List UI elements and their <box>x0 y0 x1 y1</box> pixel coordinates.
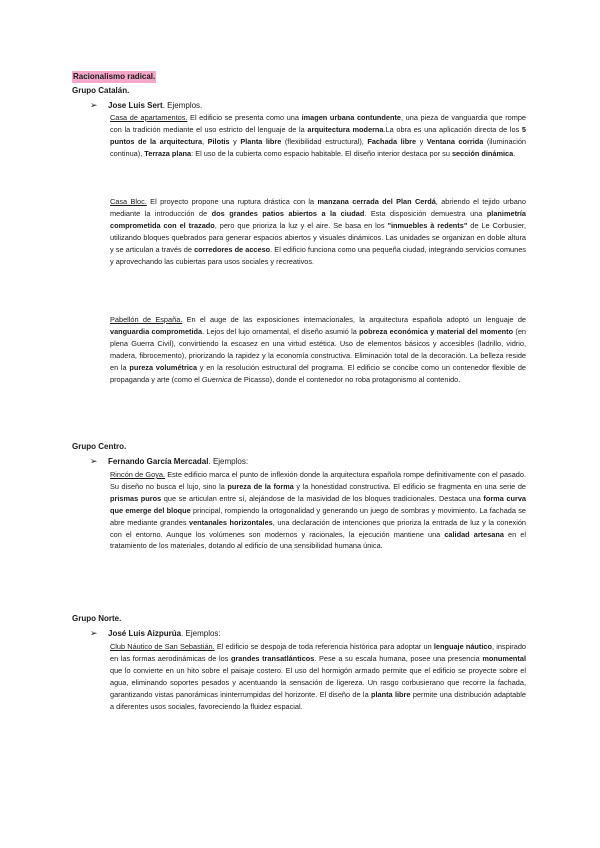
bold-term: pobreza económica y material del momento <box>359 326 514 336</box>
text-run: , inspirado en las formas aerodinámicas de los <box>110 642 527 663</box>
bold-term: Pilotis <box>207 136 230 146</box>
text-run: . Lejos del lujo ornamental, el diseño asumió la <box>202 326 360 336</box>
bold-term: arquitectura moderna <box>307 124 384 134</box>
text-run: en el tratamiento de los materiales, dotando al edificio de una sensibilidad humana única. <box>110 529 526 551</box>
text-run: . <box>513 148 516 158</box>
group-heading-centro: Grupo Centro. <box>72 442 127 451</box>
bold-term: 5 puntos de la arquitectura <box>110 124 526 146</box>
arrow-bullet-icon: ➢ <box>90 456 98 466</box>
bold-term: "inmuebles à redents" <box>387 220 468 230</box>
text-run: , <box>202 136 208 146</box>
work-paragraph <box>110 196 526 267</box>
bold-term: corredores de acceso <box>194 244 271 254</box>
author-bullet-sert: ➢ Jose Luis Sert. Ejemplos. <box>90 100 203 110</box>
bold-term: Terraza plana <box>144 148 192 158</box>
text-run: .La obra es una aplicación directa de los <box>383 124 522 134</box>
text-run: de Le Corbusier, utilizando bloques quebrados para generar espacios abiertos y visuales dinámicos. Las unidades se organizan en doble altura y se articulan a través de <box>110 220 526 254</box>
bold-term: sección dinámica <box>451 148 514 158</box>
text-run: . Pese a su escala humana, posee una presencia <box>314 653 483 663</box>
bold-term: prismas puros <box>110 493 162 503</box>
author-name: Jose Luis Sert <box>108 101 163 110</box>
text-run: (iluminación continua), <box>110 136 526 158</box>
text-run: . Esta disposición demuestra una <box>364 208 487 218</box>
text-run: Guernica <box>201 374 232 384</box>
bold-term: pureza volumétrica <box>129 362 198 372</box>
text-run: , una pieza de vanguardia que rompe con la tradición mediante el uso estricto del lenguaje de la <box>110 113 527 134</box>
text-run: En el auge de las exposiciones internacionales, la arquitectura española adoptó un lenguaje de <box>182 315 526 324</box>
work-paragraph <box>110 469 526 552</box>
group-heading-catalan: Grupo Catalán. <box>72 86 130 95</box>
bold-term: dos grandes patios abiertos a la ciudad <box>211 208 365 218</box>
author-bullet-aizpurua: ➢ José Luis Aizpurúa. Ejemplos: <box>90 628 221 638</box>
bold-term: calidad artesana <box>444 529 504 539</box>
bold-term: pureza de la forma <box>227 481 294 491</box>
bold-term: Fachada libre <box>367 136 417 146</box>
text-run: El edificio se despoja de toda referencia histórica para adoptar un <box>214 642 434 651</box>
work-name: Pabellón de España. <box>110 315 183 324</box>
bold-term: vanguardia comprometida <box>110 326 203 336</box>
bold-term: grandes transatlánticos <box>230 653 315 663</box>
examples-label: Ejemplos: <box>212 457 249 466</box>
text-run: , pero que prioriza la luz y el aire. Se basa en los <box>214 220 388 230</box>
work-paragraph <box>110 112 526 160</box>
arrow-bullet-icon: ➢ <box>90 628 98 638</box>
text-run: (en plena Guerra Civil), convirtiendo la escasez en una virtud estética. Uso de elementos básicos y accesibles (ladrillo, vidrio, madera, fibrocemento), priorizando la rapidez y la economía constructiva. Eliminación total de la decoración. La belleza reside en la <box>110 326 527 372</box>
examples-label: Ejemplos. <box>167 101 203 110</box>
text-run: . El edificio funciona como una pequeña ciudad, integrando servicios comunes y aprovechando las cubiertas para usos sociales y recreativos. <box>110 244 526 266</box>
text-run: permite una distribución adaptable a diferentes usos sociales, favoreciendo la fluidez espacial. <box>110 689 526 711</box>
text-run: de Picasso), donde el contenedor no roba protagonismo al contenido. <box>231 374 461 384</box>
bold-term: planta libre <box>371 689 411 699</box>
bold-term: lenguaje náutico <box>433 642 492 651</box>
text-run: que lo convierte en un hito sobre el paisaje costero. El uso del hormigón armado permite que el edificio se proyecte sobre el agua, eliminando soportes pesados y acentuando la sensación de ligereza. Un rasgo corbusierano que recorre la fachada, garantizando vistas panorámicas ininterrumpidas del horizonte. El diseño de la <box>110 665 526 699</box>
author-name: José Luis Aizpurúa <box>108 629 182 638</box>
text-run: , abriendo el tejido urbano mediante la introducción de <box>110 197 526 218</box>
bold-term: Ventana corrida <box>426 136 484 146</box>
document-title: Racionalismo radical. <box>73 72 156 81</box>
group-heading-norte: Grupo Norte. <box>72 614 122 623</box>
bold-term: ventanales horizontales <box>189 517 273 527</box>
text-run: y en la resolución estructural del programa. El edificio se concibe como un contenedor flexible de propaganda y arte (como el <box>110 362 527 384</box>
bold-term: planimetría comprometida con el trazado <box>110 208 526 230</box>
text-run: : El uso de la cubierta como espacio habitable. El diseño interior destaca por su <box>191 148 452 158</box>
text-run: El edificio se presenta como una <box>187 113 302 122</box>
work-name: Casa de apartamentos. <box>110 113 188 122</box>
text-run: y <box>416 136 427 146</box>
work-name: Rincón de Goya. <box>110 470 166 479</box>
bold-term: manzana cerrada del Plan Cerdá <box>317 197 436 206</box>
bold-term: Planta libre <box>240 136 282 146</box>
examples-label: Ejemplos: <box>185 629 221 638</box>
arrow-bullet-icon: ➢ <box>90 100 98 110</box>
text-run: (flexibilidad estructural), <box>281 136 368 146</box>
text-run: y la honestidad constructiva. El edificio se fragmenta en una serie de <box>293 481 527 491</box>
author-name: Fernando García Mercadal <box>108 457 209 466</box>
text-run: , una declaración de intenciones que prioriza la entrada de luz y la conexión con el entorno. Aunque los volúmenes son modernos y racionales, la ejecución mantiene una <box>110 517 526 539</box>
text-run: principal, rompiendo la ortogonalidad y generando un juego de sombras y movimiento. La fachada se abre mediante grandes <box>110 505 526 527</box>
bold-term: forma curva que emerge del bloque <box>110 493 526 515</box>
text-run: que se articulan entre sí, alejándose de la masividad de los bloques tradicionales. Destaca una <box>161 493 484 503</box>
work-name: Casa Bloc. <box>110 197 147 206</box>
bold-term: monumental <box>482 653 526 663</box>
work-paragraph <box>110 314 526 385</box>
work-name: Club Náutico de San Sebastián. <box>110 642 215 651</box>
bold-term: imagen urbana contundente <box>301 113 402 122</box>
text-run: Este edificio marca el punto de inflexión donde la arquitectura española rompe definitivamente con el pasado. Su diseño no busca el lujo, sino la <box>110 470 527 491</box>
text-run: y <box>229 136 241 146</box>
work-paragraph <box>110 641 526 712</box>
text-run: El proyecto propone una ruptura drástica con la <box>146 197 318 206</box>
author-bullet-mercadal: ➢ Fernando García Mercadal. Ejemplos: <box>90 456 249 466</box>
